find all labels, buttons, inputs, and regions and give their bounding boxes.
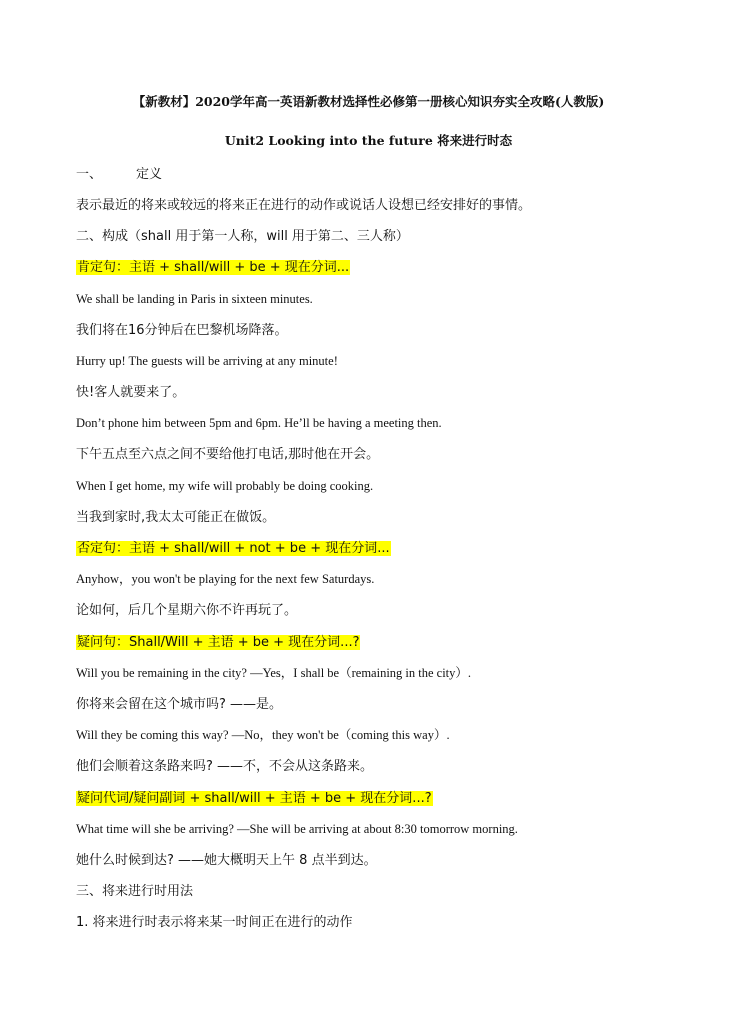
example-1-english: We shall be landing in Paris in sixteen minutes. (76, 292, 313, 306)
example-8-english: What time will she be arriving? —She will be arriving at about 8:30 tomorrow morning. (76, 822, 518, 836)
example-4-english: When I get home, my wife will probably be doing cooking. (76, 479, 374, 493)
wh-question-formula-highlight: 疑问代词/疑问副词 + shall/will + 主语 + be + 现在分词...? (77, 791, 432, 806)
section-2-heading: 二、构成（shall 用于第一人称，will 用于第二、三人称） (76, 229, 409, 244)
definition-text: 表示最近的将来或较远的将来正在进行的动作或说话人设想已经安排好的事情。 (76, 198, 532, 213)
example-6-english: Will you be remaining in the city? —Yes，I shall be（remaining in the city）. (76, 666, 472, 680)
example-2-english: Hurry up! The guests will be arriving at any minute! (76, 354, 338, 368)
usage-1-text: 1. 将来进行时表示将来某一时间正在进行的动作 (76, 915, 353, 930)
document-subtitle: Unit2 Looking into the future 将来进行时态 (224, 133, 513, 148)
affirmative-formula-highlight: 肯定句：主语 + shall/will + be + 现在分词... (77, 260, 350, 275)
section-1-title: 定义 (136, 167, 163, 182)
section-1-number: 一、 (76, 167, 103, 182)
negative-formula (76, 541, 391, 557)
question-formula-highlight: 疑问句：Shall/Will + 主语 + be + 现在分词...? (77, 635, 360, 650)
affirmative-formula (76, 260, 350, 276)
negative-formula-highlight: 否定句：主语 + shall/will + not + be + 现在分词... (77, 541, 390, 556)
example-7-english: Will they be coming this way? —No，they won't be（coming this way）. (76, 728, 450, 742)
example-8-chinese: 她什么时候到达? ——她大概明天上午 8 点半到达。 (76, 853, 377, 868)
example-5-chinese: 论如何，后几个星期六你不许再玩了。 (76, 603, 298, 618)
example-3-chinese: 下午五点至六点之间不要给他打电话,那时他在开会。 (76, 447, 380, 462)
section-1-heading (76, 167, 162, 183)
wh-question-formula (76, 791, 433, 807)
example-3-english: Don’t phone him between 5pm and 6pm. He’ll be having a meeting then. (76, 416, 442, 430)
example-4-chinese: 当我到家时,我太太可能正在做饭。 (76, 510, 276, 525)
document-title: 【新教材】2020学年高一英语新教材选择性必修第一册核心知识夯实全攻略(人教版) (132, 94, 605, 109)
example-7-chinese: 他们会顺着这条路来吗? ——不，不会从这条路来。 (76, 759, 374, 774)
example-2-chinese: 快!客人就要来了。 (76, 385, 186, 400)
example-6-chinese: 你将来会留在这个城市吗? ——是。 (76, 697, 283, 712)
example-5-english: Anyhow，you won't be playing for the next few Saturdays. (76, 572, 375, 586)
section-3-heading: 三、将来进行时用法 (76, 884, 194, 899)
question-formula (76, 635, 360, 651)
example-1-chinese: 我们将在16分钟后在巴黎机场降落。 (76, 323, 288, 338)
